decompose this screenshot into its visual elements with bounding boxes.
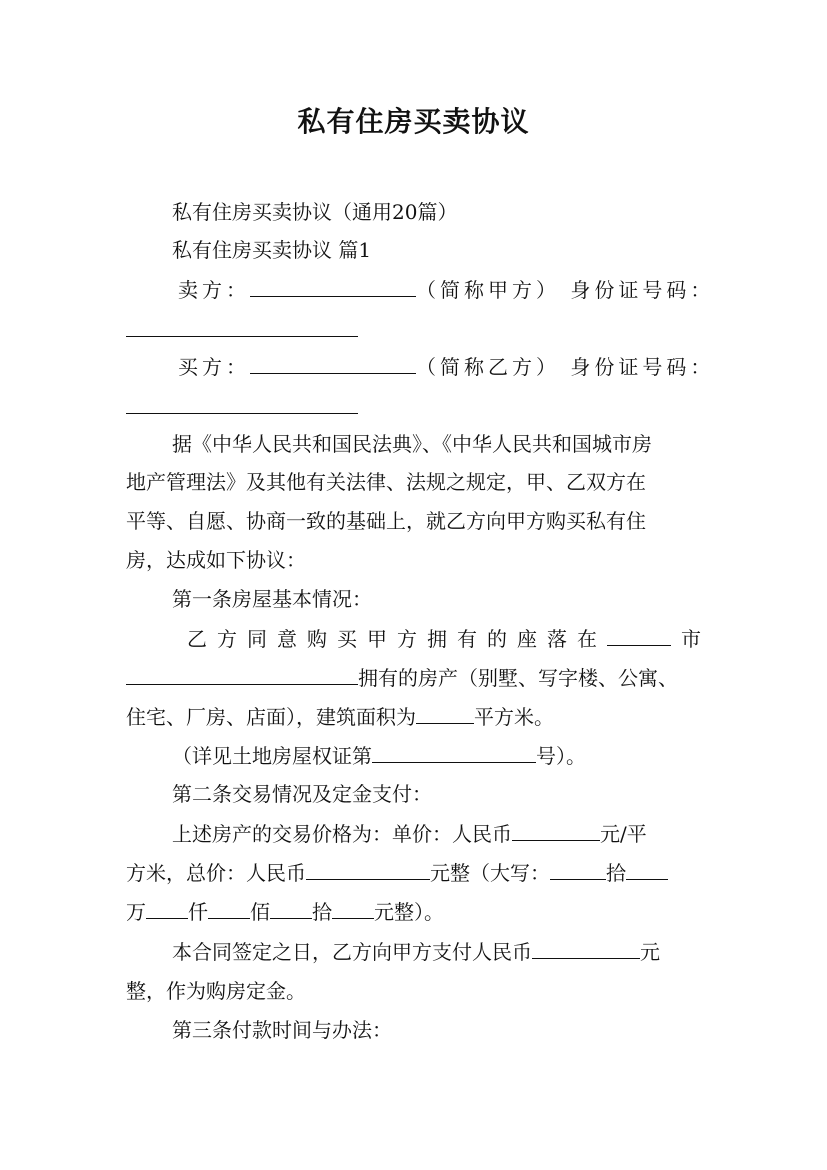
para1-line1: 据《中华人民共和国民法典》、《中华人民共和国城市房 [172, 432, 652, 456]
article1-line4 [172, 744, 586, 768]
seller-id-blank [126, 318, 358, 337]
article2-text2b: 元整（大写： [430, 861, 550, 885]
article2-title: 第二条交易情况及定金支付： [172, 782, 432, 806]
article1-text4b: 号）。 [536, 744, 586, 768]
article1-text3a: 住宅、厂房、店面），建筑面积为 [126, 705, 416, 729]
seller-line [178, 278, 714, 302]
buyer-line [178, 355, 714, 379]
article2-text3e: 元整）。 [374, 900, 444, 924]
article2-para2-line2: 整，作为购房定金。 [126, 979, 306, 1003]
buyer-id-blank [126, 395, 358, 414]
deposit-blank [532, 940, 640, 959]
article1-title: 第一条房屋基本情况： [172, 587, 372, 611]
seller-id-line [126, 318, 358, 342]
article2-para2-line1 [172, 940, 660, 964]
subtitle: 私有住房买卖协议（通用20篇） [172, 200, 458, 224]
total-price-blank [306, 861, 430, 880]
certificate-number-blank [372, 744, 536, 763]
hundreds-blank [208, 900, 250, 919]
article2-text1b: 元/平 [600, 822, 647, 846]
buyer-id-line [126, 395, 358, 419]
article1-text1b: 市 [681, 627, 701, 651]
property-location-blank [126, 666, 358, 685]
article1-text3b: 平方米。 [474, 705, 554, 729]
article2-p2-text1b: 元 [640, 940, 660, 964]
article2-text3b: 仟 [188, 900, 208, 924]
article2-text1a: 上述房产的交易价格为：单价：人民币 [172, 822, 512, 846]
location-blank [607, 627, 671, 646]
article1-text2: 拥有的房产（别墅、写字楼、公寓、 [358, 666, 678, 690]
ten-thousands-blank [626, 861, 668, 880]
article1-line1 [187, 627, 701, 651]
article2-text3c: 佰 [250, 900, 270, 924]
article2-line2 [126, 861, 668, 885]
article1-text1a: 乙方同意购买甲方拥有的座落在 [187, 627, 607, 651]
para1-line4: 房，达成如下协议： [126, 548, 306, 572]
tens-blank [270, 900, 312, 919]
para1-line2: 地产管理法》及其他有关法律、法规之规定，甲、乙双方在 [126, 470, 646, 494]
article1-line3 [126, 705, 554, 729]
article1-text4a: （详见土地房屋权证第 [172, 744, 372, 768]
part-heading: 私有住房买卖协议 篇1 [172, 238, 372, 262]
article2-text3a: 万 [126, 900, 146, 924]
seller-label: 卖方： [178, 278, 250, 302]
buyer-label: 买方： [178, 355, 250, 379]
article2-line1 [172, 822, 647, 846]
ten-thousands-tens-blank [550, 861, 606, 880]
article1-line2 [126, 666, 678, 690]
area-blank [416, 705, 474, 724]
buyer-note: （简称乙方） 身份证号码： [416, 355, 715, 379]
document-title: 私有住房买卖协议 [297, 105, 530, 138]
article3-title: 第三条付款时间与办法： [172, 1018, 392, 1042]
seller-note: （简称甲方） 身份证号码： [416, 278, 715, 302]
article2-text2c: 拾 [606, 861, 626, 885]
units-blank [332, 900, 374, 919]
article2-line3 [126, 900, 444, 924]
para1-line3: 平等、自愿、协商一致的基础上，就乙方向甲方购买私有住 [126, 509, 646, 533]
unit-price-blank [512, 822, 600, 841]
article2-p2-text1a: 本合同签定之日，乙方向甲方支付人民币 [172, 940, 532, 964]
seller-name-blank [250, 278, 416, 297]
buyer-name-blank [250, 355, 416, 374]
article2-text3d: 拾 [312, 900, 332, 924]
thousands-blank [146, 900, 188, 919]
article2-text2a: 方米，总价：人民币 [126, 861, 306, 885]
